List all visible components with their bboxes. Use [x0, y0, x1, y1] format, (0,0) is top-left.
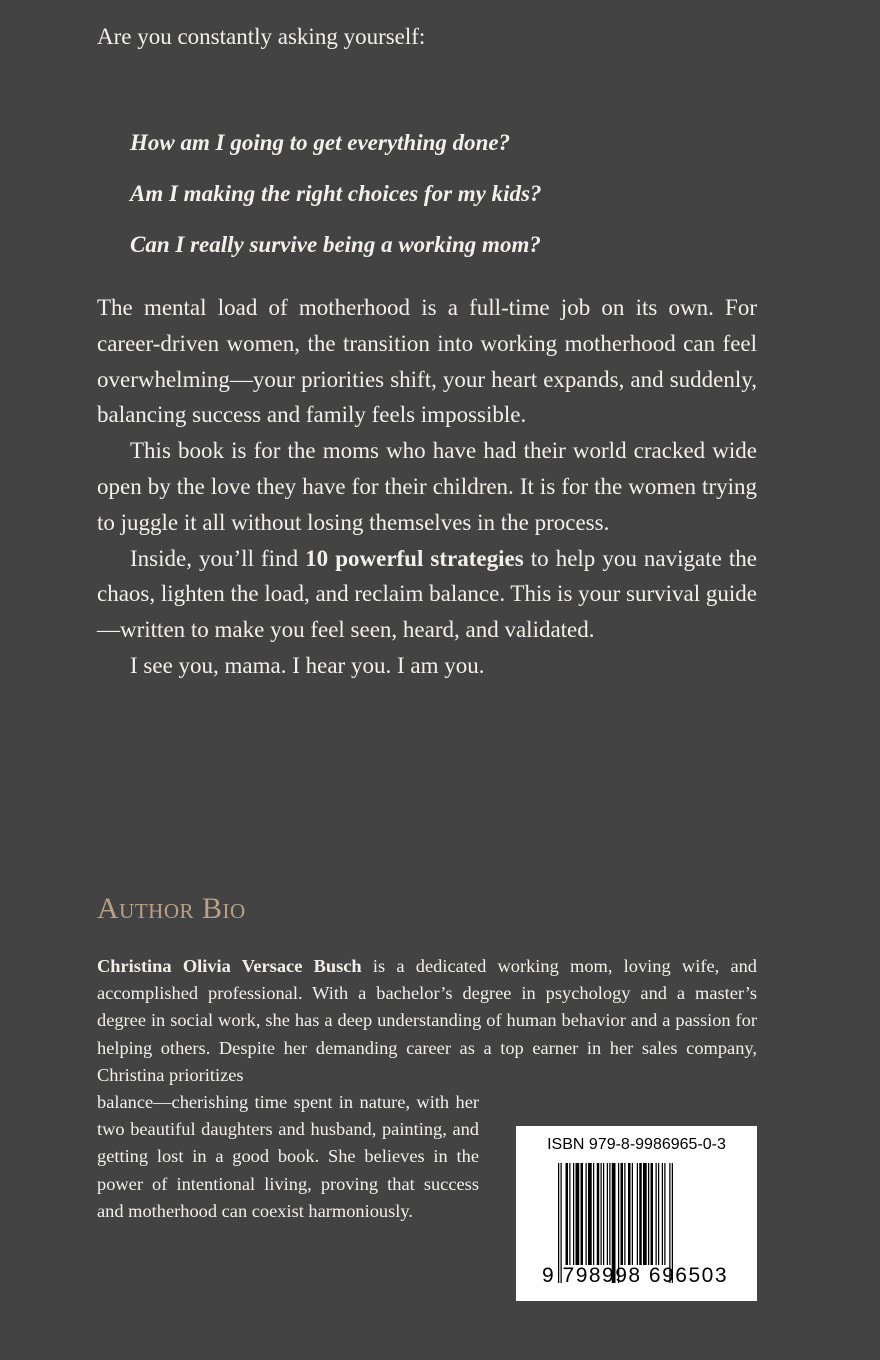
strategies-highlight: 10 powerful strategies	[305, 545, 524, 571]
barcode-bar	[621, 1163, 624, 1265]
barcode-bar	[566, 1163, 569, 1265]
barcode-bar	[624, 1163, 625, 1265]
question-3: Can I really survive being a working mom?	[130, 232, 541, 257]
barcode-bar	[637, 1163, 638, 1265]
description-body	[97, 290, 757, 684]
barcode-bar	[643, 1163, 647, 1265]
barcode-bar	[662, 1163, 663, 1265]
paragraph-1: The mental load of motherhood is a full-time job on its own. For career-driven women, the transition into working motherhood can feel overwhelming—your priorities shift, your heart expands, and suddenly, balancing success and family feels impossible.	[97, 295, 757, 428]
barcode-bar	[658, 1163, 659, 1265]
barcode-bar	[601, 1163, 602, 1265]
barcode-bar	[632, 1163, 633, 1265]
barcode-bar	[588, 1163, 592, 1265]
barcode-bar	[569, 1163, 570, 1265]
barcode-bar	[609, 1163, 610, 1265]
barcode-bar	[586, 1163, 587, 1265]
barcode-bar	[576, 1163, 580, 1265]
barcode-bar	[593, 1163, 594, 1265]
paragraph-4: I see you, mama. I hear you. I am you.	[130, 652, 485, 678]
question-2: Am I making the right choices for my kids?	[130, 181, 542, 206]
barcode-bar	[581, 1163, 584, 1265]
author-bio-text	[97, 953, 757, 1089]
barcode-digits: 9 798998 696503	[542, 1264, 728, 1287]
author-bio-heading: Author Bio	[97, 892, 246, 925]
paragraph-3-start: Inside, you’ll find	[130, 545, 306, 571]
barcode-bar	[597, 1163, 600, 1265]
author-bio-wide: is a dedicated working mom, loving wife, and accomplished professional. With a bachelor’s degree in psychology and a master’s degree in social work, she has a deep understanding of human behavior and a passion for helping others. Despite her demanding career as a top earner in her sales company, Christina prioritizes	[97, 956, 757, 1085]
author-name: Christina Olivia Versace Busch	[97, 956, 362, 976]
barcode-bar	[607, 1163, 608, 1265]
barcode-bar	[656, 1163, 657, 1265]
isbn-barcode	[516, 1126, 757, 1301]
barcode-bar	[603, 1163, 604, 1265]
barcode-bar	[651, 1163, 654, 1265]
isbn-label: ISBN 979-8-9986965-0-3	[547, 1136, 726, 1153]
paragraph-2: This book is for the moms who have had their world cracked wide open by the love they have for their children. It is for the women trying to juggle it all without losing themselves in the process.	[97, 438, 757, 535]
barcode-bar	[573, 1163, 574, 1265]
barcode-bar	[639, 1163, 642, 1265]
intro-text: Are you constantly asking yourself:	[97, 24, 426, 49]
barcode-bar	[664, 1163, 665, 1265]
barcode-bar	[648, 1163, 649, 1265]
paragraph-3	[97, 541, 757, 648]
author-bio-narrow: balance—cherishing time spent in nature, with her two beautiful daughters and husband, painting, and getting lost in a good book. She believes in the power of intentional living, proving that success and motherhood can coexist harmoniously.	[97, 1092, 479, 1221]
barcode-bar	[628, 1163, 631, 1265]
paragraph-3-end: to help you navigate the chaos, lighten the load, and reclaim balance. This is your survival guide—written to make you feel seen, heard, and validated.	[97, 545, 758, 643]
question-1: How am I going to get everything done?	[130, 130, 511, 155]
